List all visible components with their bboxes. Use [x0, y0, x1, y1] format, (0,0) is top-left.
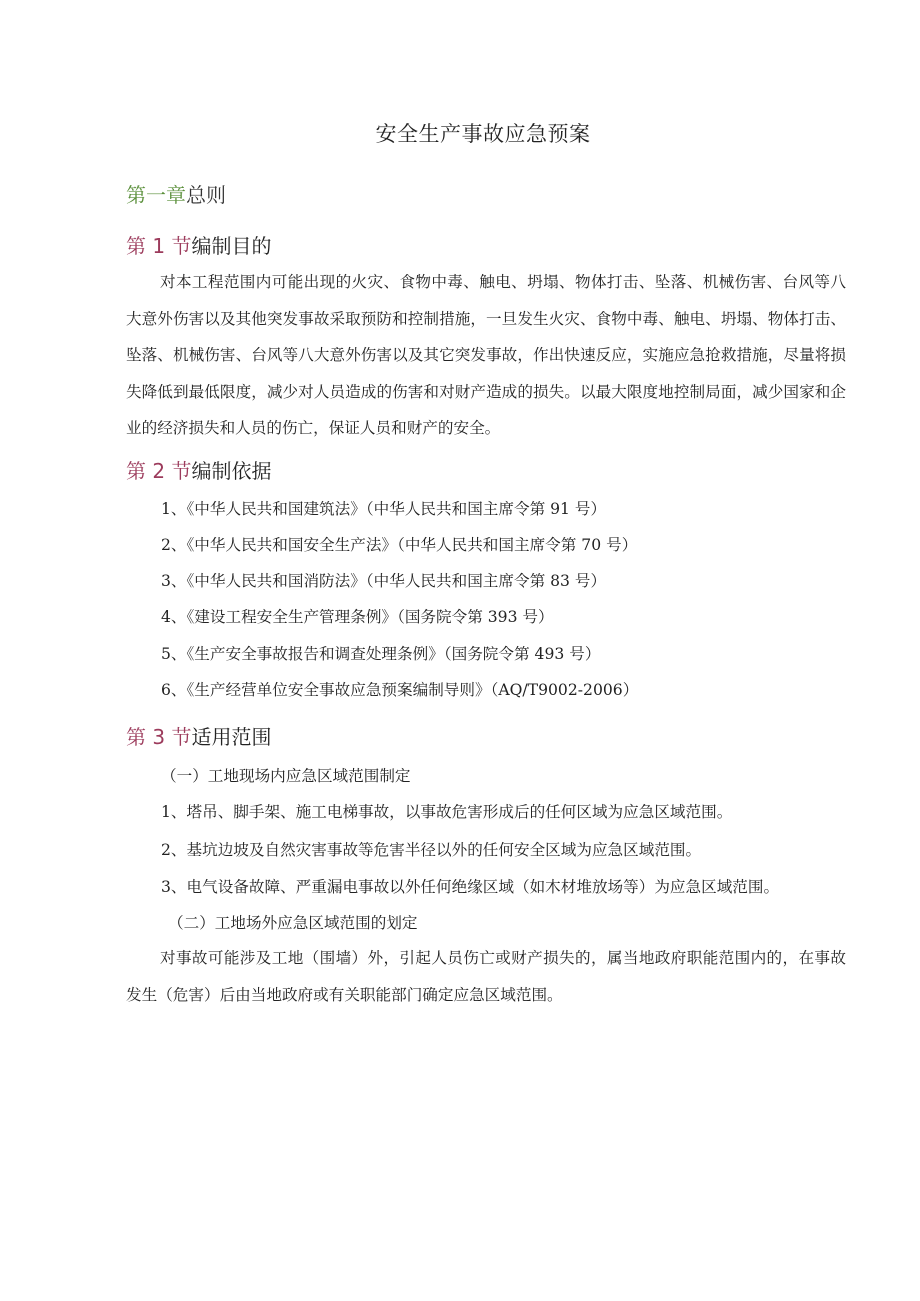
basis-item: 6、《生产经营单位安全事故应急预案编制导则》（AQ/T9002-2006）: [161, 681, 639, 699]
basis-item: 1、《中华人民共和国建筑法》（中华人民共和国主席令第 91 号）: [161, 500, 607, 518]
purpose-paragraph: 对本工程范围内可能出现的火灾、食物中毒、触电、坍塌、物体打击、坠落、机械伤害、台风等八大意外伤害以及其他突发事故采取预防和控制措施，一旦发生火灾、食物中毒、触电、坍塌、物体打击、坠落、机械伤害、台风等八大意外伤害以及其它突发事故，作出快速反应，实施应急抢救措施，尽量将损失降低到最低限度，减少对人员造成的伤害和对财产造成的损失。以最大限度地控制局面，减少国家和企业的经济损失和人员的伤亡，保证人员和财产的安全。: [126, 273, 846, 437]
page-title: 安全生产事故应急预案: [375, 122, 591, 146]
chapter-name: 总则: [186, 183, 226, 207]
section-name: 编制目的: [191, 234, 272, 258]
onsite-scope-heading: （一）工地现场内应急区域范围制定: [161, 767, 411, 785]
section-name: 适用范围: [191, 725, 272, 749]
section-heading-3: [126, 721, 271, 750]
offsite-scope-paragraph: 对事故可能涉及工地（围墙）外，引起人员伤亡或财产损失的，属当地政府职能范围内的，在事故发生（危害）后由当地政府或有关职能部门确定应急区域范围。: [126, 949, 846, 1004]
basis-item: 3、《中华人民共和国消防法》（中华人民共和国主席令第 83 号）: [161, 572, 607, 590]
onsite-scope-item: 2、基坑边坡及自然灾害事故等危害半径以外的任何安全区域为应急区域范围。: [161, 841, 702, 859]
section-heading-2: [126, 455, 271, 484]
chapter-heading: [126, 179, 226, 208]
onsite-scope-item: 3、电气设备故障、严重漏电事故以外任何绝缘区域（如木材堆放场等）为应急区域范围。: [161, 878, 780, 896]
section-heading-1: [126, 230, 271, 259]
basis-item: 5、《生产安全事故报告和调查处理条例》（国务院令第 493 号）: [161, 645, 601, 663]
offsite-scope-heading: （二）工地场外应急区域范围的划定: [168, 914, 418, 932]
section-number: 第 2 节: [126, 459, 192, 483]
chapter-number: 第一章: [126, 183, 186, 207]
section-number: 第 3 节: [126, 725, 192, 749]
section-number: 第 1 节: [126, 234, 192, 258]
onsite-scope-item: 1、塔吊、脚手架、施工电梯事故，以事故危害形成后的任何区域为应急区域范围。: [161, 803, 733, 821]
basis-item: 4、《建设工程安全生产管理条例》（国务院令第 393 号）: [161, 608, 554, 626]
basis-item: 2、《中华人民共和国安全生产法》（中华人民共和国主席令第 70 号）: [161, 536, 638, 554]
section-name: 编制依据: [191, 459, 272, 483]
